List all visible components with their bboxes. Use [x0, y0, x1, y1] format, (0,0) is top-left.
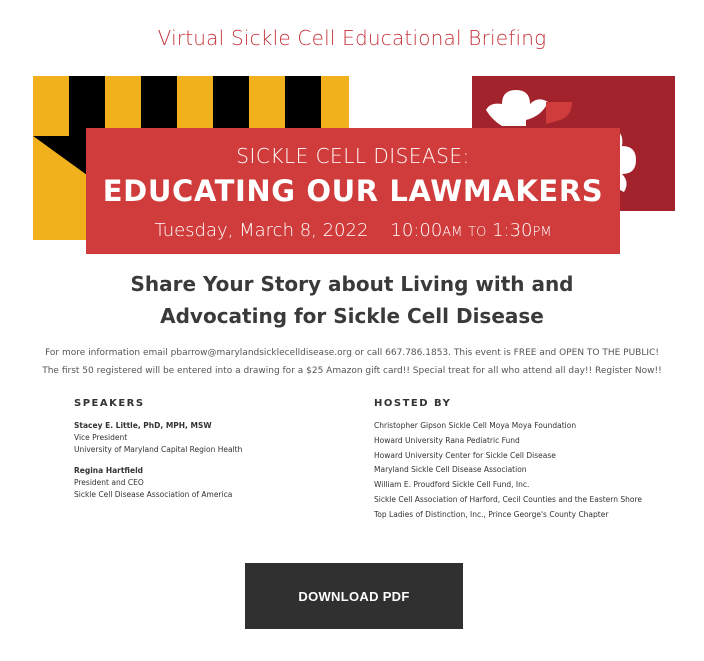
host-item: Sickle Cell Association of Harford, Cecil Counties and the Eastern Shore [374, 494, 643, 504]
speaker-org: Sickle Cell Disease Association of America [74, 490, 233, 499]
headline [0, 268, 704, 332]
info-line-1: For more information email pbarrow@marylandsicklecelldisease.org or call 667.786.1853. This event is FREE and OPEN TO THE PUBLIC! [45, 348, 659, 358]
time-separator: TO [468, 225, 487, 240]
start-time: 10:00 [390, 220, 443, 241]
banner-title: EDUCATING OUR LAWMAKERS [102, 174, 604, 208]
end-period: PM [532, 225, 552, 240]
speakers-heading: SPEAKERS [74, 398, 145, 409]
event-datetime [86, 220, 620, 241]
speaker-name: Stacey E. Little, PhD, MPH, MSW [74, 421, 212, 430]
page-title: Virtual Sickle Cell Educational Briefing [157, 26, 547, 50]
speaker-org: University of Maryland Capital Region Health [74, 445, 243, 454]
start-period: AM [442, 225, 463, 240]
event-banner [86, 128, 620, 254]
speaker-title: President and CEO [74, 478, 144, 487]
banner-subtitle: SICKLE CELL DISEASE: [236, 144, 470, 168]
host-item: Top Ladies of Distinction, Inc., Prince George's County Chapter [374, 509, 609, 519]
headline-line-2: Advocating for Sickle Cell Disease [160, 304, 544, 328]
headline-line-1: Share Your Story about Living with and [130, 272, 574, 296]
host-list [374, 420, 642, 524]
event-date: Tuesday, March 8, 2022 [154, 220, 369, 241]
speaker-2 [74, 465, 232, 501]
download-pdf-button[interactable]: DOWNLOAD PDF [245, 563, 463, 629]
host-item: Howard University Rana Pediatric Fund [374, 435, 520, 445]
hosted-heading: HOSTED BY [374, 398, 452, 409]
host-item: William E. Proudford Sickle Cell Fund, Inc. [374, 480, 530, 490]
speaker-1 [74, 420, 242, 456]
info-line-2: The first 50 registered will be entered into a drawing for a $25 Amazon gift card!! Special treat for all who attend all day!! Register Now!! [42, 366, 662, 376]
host-item: Howard University Center for Sickle Cell Disease [374, 450, 556, 460]
end-time: 1:30 [492, 220, 533, 241]
speaker-title: Vice President [74, 433, 128, 442]
host-item: Maryland Sickle Cell Disease Association [374, 465, 527, 475]
host-item: Christopher Gipson Sickle Cell Moya Moya Foundation [374, 421, 577, 430]
speaker-name: Regina Hartfield [74, 466, 144, 475]
